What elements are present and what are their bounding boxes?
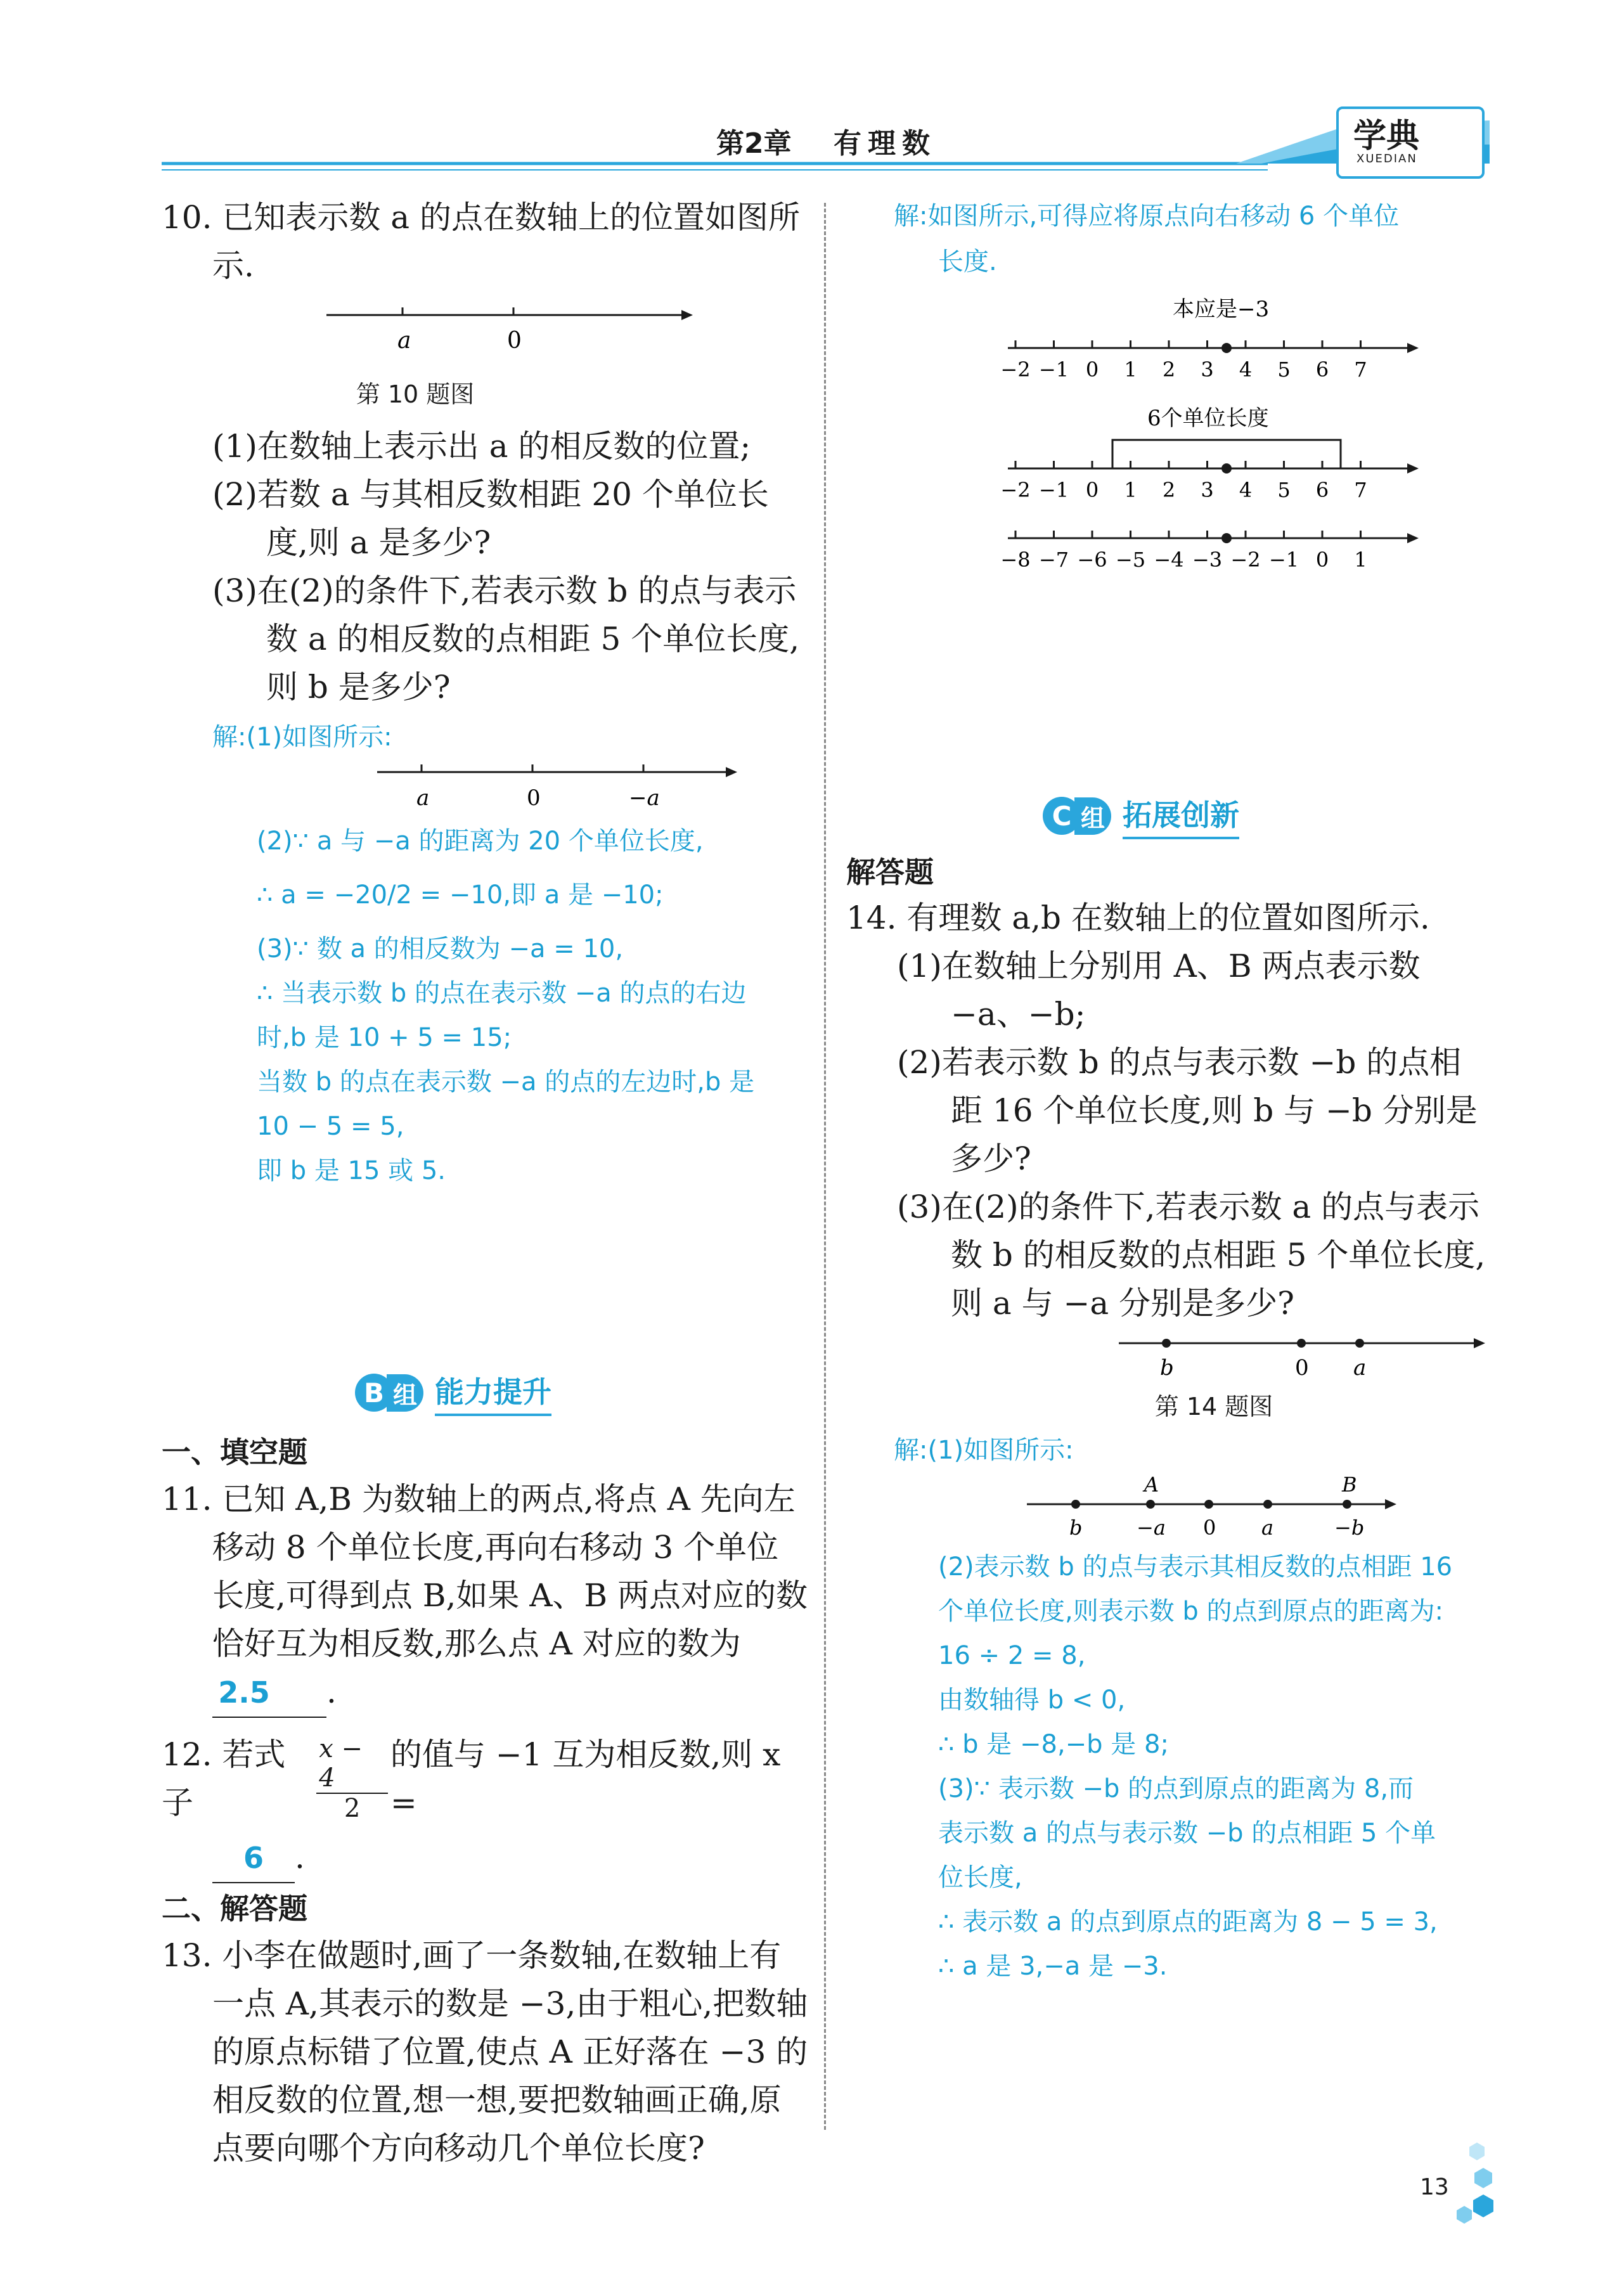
group-c-title: 拓展创新	[1123, 792, 1239, 839]
q14-sol-top-B: B	[1342, 1473, 1357, 1497]
q10-sol-line-7: 10 − 5 = 5,	[257, 1112, 404, 1141]
q14-sol-line-4: 由数轴得 b < 0,	[938, 1685, 1126, 1715]
q14-sol-line-8: 位长度,	[938, 1863, 1022, 1892]
chapter-topic: 有理数	[834, 127, 936, 160]
q11-end: .	[326, 1673, 337, 1710]
q12-post: 的值与 −1 互为相反数,则 x =	[390, 1736, 781, 1821]
q13-axis3-tick-label: −4	[1154, 548, 1184, 572]
q10-axis-label-0: 0	[507, 328, 522, 354]
solve-section-title: 二、解答题	[162, 1892, 307, 1926]
q10-number-line	[162, 290, 808, 372]
logo-subtext: XUEDIAN	[1357, 152, 1417, 165]
logo-text: 学典	[1353, 117, 1420, 155]
q12-line	[162, 1730, 808, 1827]
q14-sol-line-1: (2)表示数 b 的点与表示其相反数的点相距 16	[938, 1552, 1453, 1582]
group-c-badge	[1043, 792, 1239, 839]
q13-axis2-tick-label: −2	[1000, 478, 1031, 502]
group-b-letter: B	[355, 1374, 393, 1412]
q14-axis-label-a: a	[1353, 1355, 1367, 1381]
q13-sol-line-2: 长度.	[938, 247, 997, 276]
q13-axis1-tick-label: 3	[1201, 358, 1214, 382]
q13-axis2-tick-label: 1	[1124, 478, 1137, 502]
q14-sol-line-2: 个单位长度,则表示数 b 的点到原点的距离为:	[938, 1597, 1444, 1626]
solve-section-title-c: 解答题	[846, 855, 934, 889]
q10-stem: 10. 已知表示数 a 的点在数轴上的位置如图所示.	[162, 199, 801, 284]
q13-axis2-tick-label: 7	[1354, 478, 1367, 502]
q13-fig-top-label: 本应是−3	[1173, 297, 1270, 322]
q13-axis1-tick-label: −1	[1038, 358, 1069, 382]
q10-solution-head: 解:(1)如图所示:	[212, 723, 392, 752]
q13-text: 13. 小李在做题时,画了一条数轴,在数轴上有一点 A,其表示的数是 −3,由于粗心,把数轴的原点标错了位置,使点 A 正好落在 −3 的相反数的位置,想一想,要把数轴画正确,原点要向哪个方向移动几个单位长度?	[162, 1937, 808, 2167]
q10-sol-line-6: 当数 b 的点在表示数 −a 的点的左边时,b 是	[257, 1067, 755, 1097]
q10-sol-line-3: (3)∵ 数 a 的相反数为 −a = 10,	[257, 934, 624, 963]
q14-sol-line-6: (3)∵ 表示数 −b 的点到原点的距离为 8,而	[938, 1774, 1414, 1803]
q13-axis1-tick-label: 1	[1124, 358, 1137, 382]
q14-axis-label-b: b	[1160, 1355, 1174, 1381]
group-c-label: 组	[1074, 797, 1111, 835]
q14-solution-head: 解:(1)如图所示:	[894, 1436, 1074, 1465]
q14-sol-label-neg-a: −a	[1137, 1516, 1166, 1540]
q10-axis-label-a: a	[397, 328, 411, 354]
q13-axis3-tick-label: 1	[1354, 548, 1367, 572]
q11-text	[162, 1475, 808, 1718]
q13-fig-mid-label: 6个单位长度	[1147, 406, 1269, 431]
q14-stem: 14. 有理数 a,b 在数轴上的位置如图所示.	[846, 899, 1430, 936]
q13-axis2-tick-label: 6	[1315, 478, 1329, 502]
q13-axis3-tick-label: 0	[1315, 548, 1329, 572]
q10-caption: 第 10 题图	[356, 380, 475, 408]
q13-axis1-tick-label: 7	[1354, 358, 1367, 382]
q11-answer-blank: 2.5	[212, 1668, 326, 1718]
group-c-letter: C	[1043, 797, 1081, 835]
q13-axis1-tick-label: −2	[1000, 358, 1031, 382]
q13-axis3-tick-label: −1	[1268, 548, 1299, 572]
q13-axis3-tick-label: −2	[1230, 548, 1261, 572]
group-b-badge	[355, 1369, 551, 1416]
q13-axis2-tick-label: 5	[1277, 478, 1291, 502]
right-column	[843, 193, 1490, 648]
q10-sol-line-8: 即 b 是 15 或 5.	[257, 1156, 446, 1185]
q12-fraction	[316, 1734, 388, 1823]
chapter-label: 第2章	[716, 127, 792, 160]
q14-number-line	[846, 1327, 1486, 1384]
q14-part-2: (2)若表示数 b 的点与表示数 −b 的点相距 16 个单位长度,则 b 与 −b 分别是多少?	[897, 1044, 1478, 1177]
q14-part-3: (3)在(2)的条件下,若表示数 a 的点与表示数 b 的相反数的点相距 5 个单位长度,则 a 与 −a 分别是多少?	[897, 1189, 1486, 1322]
q13-axis1-tick-label: 6	[1315, 358, 1329, 382]
q13-axis3-tick-label: −8	[1000, 548, 1031, 572]
q14-sol-line-10: ∴ a 是 3,−a 是 −3.	[938, 1952, 1168, 1981]
q13-axis2-tick-label: −1	[1038, 478, 1069, 502]
q13-axis2-tick-label: 0	[1085, 478, 1099, 502]
q12-answer-blank: 6	[212, 1834, 295, 1883]
q14-axis-label-0: 0	[1295, 1355, 1309, 1381]
q13-axis3-tick-label: −5	[1115, 548, 1146, 572]
q10-part-1: (1)在数轴上表示出 a 的相反数的位置;	[212, 428, 751, 465]
page-header	[0, 0, 1624, 190]
q12-answer-line	[162, 1833, 808, 1883]
left-column	[162, 193, 808, 1193]
q14-sol-label-b: b	[1069, 1516, 1083, 1540]
q10-sol-label-neg-a: −a	[629, 785, 660, 811]
q10-part-3: (3)在(2)的条件下,若表示数 b 的点与表示数 a 的相反数的点相距 5 个单位长度,则 b 是多少?	[212, 572, 800, 706]
q13-axis3-tick-label: −3	[1192, 548, 1223, 572]
q14-sol-label-0: 0	[1203, 1516, 1216, 1540]
q12-end: .	[295, 1839, 305, 1876]
q14-sol-label-a: a	[1261, 1516, 1274, 1540]
q14-sol-line-7: 表示数 a 的点与表示数 −b 的点相距 5 个单	[938, 1819, 1436, 1848]
q14-sol-top-A: A	[1144, 1473, 1159, 1497]
q13-axis3-tick-label: −7	[1038, 548, 1069, 572]
q13-sol-line-1: 解:如图所示,可得应将原点向右移动 6 个单位	[894, 202, 1400, 231]
q13-axis2-tick-label: 4	[1239, 478, 1253, 502]
q10-part-2: (2)若数 a 与其相反数相距 20 个单位长度,则 a 是多少?	[212, 476, 769, 561]
q10-solution-number-line	[162, 759, 808, 816]
q13-axis1-tick-label: 0	[1085, 358, 1099, 382]
q12-pre: 12. 若式子	[162, 1736, 286, 1821]
page-number: 13	[1420, 2174, 1449, 2200]
left-column-lower	[162, 1429, 808, 2172]
q13-axis1-tick-label: 4	[1239, 358, 1253, 382]
q13-solution-figure	[843, 291, 1490, 646]
q13-axis2-tick-label: 2	[1162, 478, 1176, 502]
q13-axis1-tick-label: 2	[1162, 358, 1176, 382]
q13-axis1-tick-label: 5	[1277, 358, 1291, 382]
q12-numerator: x − 4	[316, 1734, 388, 1794]
q10-sol-line-2: ∴ a = −20/2 = −10,即 a 是 −10;	[257, 880, 664, 910]
fill-section-title: 一、填空题	[162, 1435, 307, 1469]
q13-axis2-tick-label: 3	[1201, 478, 1214, 502]
q14-solution-number-line	[846, 1473, 1486, 1542]
q10-sol-line-1: (2)∵ a 与 −a 的距离为 20 个单位长度,	[257, 827, 704, 856]
page-number-block	[1420, 2136, 1496, 2231]
q13-axis3-tick-label: −6	[1077, 548, 1107, 572]
q10-sol-label-a: a	[416, 785, 430, 811]
group-b-title: 能力提升	[435, 1369, 551, 1416]
q10-sol-line-4: ∴ 当表示数 b 的点在表示数 −a 的点的右边	[257, 979, 747, 1008]
q11-stem: 11. 已知 A,B 为数轴上的两点,将点 A 先向左移动 8 个单位长度,再向右移动 3 个单位长度,可得到点 B,如果 A、B 两点对应的数恰好互为相反数,那么点 A 对应的数为	[162, 1481, 808, 1662]
q14-part-1: (1)在数轴上分别用 A、B 两点表示数 −a、−b;	[897, 948, 1421, 1033]
q10-sol-line-5: 时,b 是 10 + 5 = 15;	[257, 1023, 512, 1052]
q14-caption: 第 14 题图	[1154, 1393, 1273, 1421]
right-column-lower	[846, 849, 1486, 1988]
q14-sol-line-5: ∴ b 是 −8,−b 是 8;	[938, 1730, 1169, 1759]
column-divider	[824, 203, 826, 2130]
q14-sol-label-neg-b: −b	[1334, 1516, 1365, 1540]
group-b-label: 组	[387, 1374, 423, 1412]
q14-sol-line-9: ∴ 表示数 a 的点到原点的距离为 8 − 5 = 3,	[938, 1907, 1438, 1937]
q12-denominator: 2	[344, 1794, 361, 1823]
q10-sol-label-0: 0	[527, 785, 541, 811]
q14-sol-line-3: 16 ÷ 2 = 8,	[938, 1641, 1086, 1670]
